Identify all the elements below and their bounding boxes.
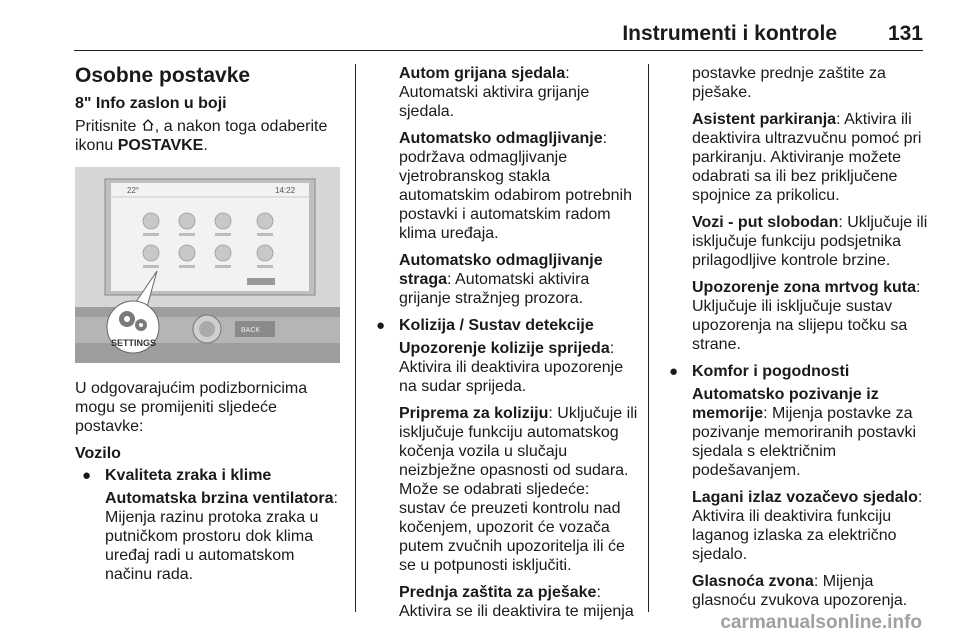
setting-item: Asistent parkiranja: Aktivira ili deaktivira ultrazvučnu pomoć pri parkiranju. Aktiviranje možete odabrati sa ili bez priključene spojnice za prikolicu. <box>692 111 922 204</box>
continued-text: postavke prednje zaštite za pješake. <box>692 65 886 101</box>
bullet-item: ● Kolizija / Sustav detekcije <box>376 317 594 334</box>
column-1 <box>75 64 345 592</box>
bullet-dot: ● <box>669 363 679 380</box>
dashboard-drawing <box>75 167 340 363</box>
bullet-dot: ● <box>82 467 92 484</box>
infotainment-illustration <box>75 167 340 363</box>
page-header <box>0 0 960 50</box>
setting-item: Automatska brzina ventilatora: Mijenja razinu protoka zraka u putničkom prostoru dok klima uređaj radi u automatskom načinu rada. <box>105 490 338 583</box>
watermark: carmanualsonline.info <box>720 612 922 633</box>
home-icon <box>141 118 155 132</box>
setting-item: Automatsko pozivanje iz memorije: Mijenja postavke za pozivanje memoriranih postavki sjedala s električnim podešavanjem. <box>692 386 917 479</box>
page-title: Instrumenti i kontrole <box>622 22 837 45</box>
setting-item: Autom grijana sjedala: Automatski aktivira grijanje sjedala. <box>399 65 590 120</box>
column-divider <box>648 64 649 612</box>
setting-item: Upozorenje kolizije sprijeda: Aktivira ili deaktivira upozorenje na sudar sprijeda. <box>399 340 624 395</box>
section-label: Vozilo <box>75 445 121 462</box>
section-heading: Osobne postavke <box>75 64 251 87</box>
column-divider <box>355 64 356 612</box>
intro-paragraph: Pritisnite , a nakon toga odaberite ikonu POSTAVKE. <box>75 118 328 154</box>
column-2 <box>376 64 639 629</box>
bullet-dot: ● <box>376 317 386 334</box>
figure-settings-label: SETTINGS <box>111 338 157 348</box>
bullet-item: ● Kvaliteta zraka i klime <box>82 467 272 484</box>
subheading: 8" Info zaslon u boji <box>75 95 227 112</box>
figure-time: 14:22 <box>275 186 296 195</box>
figure-back-label: BACK <box>241 327 261 334</box>
paragraph: U odgovarajućim podizbornicima mogu se promijeniti sljedeće postavke: <box>75 380 308 435</box>
setting-item: Upozorenje zona mrtvog kuta: Uključuje ili isključuje sustav upozorenja na slijepu točku sa strane. <box>692 279 921 353</box>
page-number: 131 <box>887 22 923 45</box>
setting-item: Lagani izlaz vozačevo sjedalo: Aktivira ili deaktivira funkciju laganog izlaska za električno sjedalo. <box>692 489 923 563</box>
setting-item: Glasnoća zvona: Mijenja glasnoću zvukova upozorenja. <box>692 573 908 609</box>
figure-temp: 22° <box>127 186 140 195</box>
bullet-item: ● Komfor i pogodnosti <box>669 363 850 380</box>
column-3 <box>669 64 932 618</box>
setting-item: Priprema za koliziju: Uključuje ili isključuje funkciju automatskog kočenja vozila u slučaju neizbježne opasnosti od sudara. Može se odabrati sljedeće: sustav će preuzeti kontrolu nad kočenjem, upozorit će vozača putem zvučnih upozoritelja ili će se u potpunosti isključiti. <box>399 405 638 574</box>
setting-item: Prednja zaštita za pješake: Aktivira se ili deaktivira te mijenja <box>399 584 634 620</box>
setting-item: Automatsko odmagljivanje: podržava odmagljivanje vjetrobranskog stakla automatskim odabirom potrebnih postavki i automatskim radom klima uređaja. <box>399 130 633 242</box>
setting-item: Automatsko odmagljivanje straga: Automatski aktivira grijanje stražnjeg prozora. <box>399 252 603 307</box>
header-rule <box>74 50 923 51</box>
setting-item: Vozi - put slobodan: Uključuje ili isključuje funkciju podsjetnika prilagodljive kontrole brzine. <box>692 214 928 269</box>
